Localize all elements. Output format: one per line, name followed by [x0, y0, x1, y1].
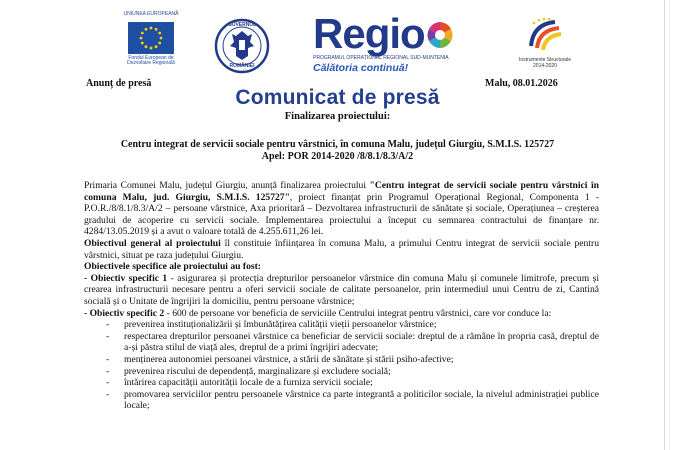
regio-wordmark: Regio: [313, 10, 425, 57]
eu-logo-title: UNIUNEA EUROPEANĂ: [123, 11, 179, 17]
is-logo-line2: 2014-2020: [533, 62, 557, 69]
subtitle: Finalizarea proiectului:: [284, 111, 391, 122]
regio-logo: [313, 10, 463, 76]
regio-wheel-icon: [425, 20, 455, 50]
press-release-body: [84, 180, 599, 412]
general-objective-text: îl constituie înființarea în comuna Malu, a primului Centru integrat de servicii sociale pentru vârstnici, situat pe raza județului Giurgiu.: [84, 237, 600, 261]
regio-tagline: Călătoria continuă!: [313, 62, 409, 74]
eu-logo: [120, 12, 182, 67]
benefits-list: [84, 319, 599, 412]
intro-paragraph: [84, 180, 599, 238]
eu-logo-sub1: Fondul European de: [128, 54, 174, 61]
structural-instruments-icon: [525, 16, 565, 54]
specific-objective-2-text: - 600 de persoane vor beneficia de serviciile Centrului integrat pentru vârstnici, care vor conduce la:: [164, 307, 552, 319]
government-logo: [212, 18, 272, 74]
list-item: - prevenirea riscului de dependență, marginalizare și excludere socială;: [106, 365, 391, 377]
project-title-line1: Centru integrat de servicii sociale pentru vârstnici, în comuna Malu, județul Giurgiu, S.M.I.S. 125727: [120, 139, 555, 150]
general-objective-label: Obiectivul general al proiectului: [84, 237, 221, 249]
list-item: - menținerea autonomiei persoanei vârstnice, a stării de sănătate și stării psiho-afective;: [106, 353, 454, 365]
intro-text-c: , proiect finanțat prin Programul Operațional Regional, Componenta 1 - P.O.R./8/8.1/8.3/A/2 – persoane vârstnice, Axa prioritară – Dezvoltarea infrastructurii de sănătate și sociale, Operațiunea – creșterea gradului de acoperire cu servicii sociale. Implementarea proiectului a început cu semnarea contractului de finanțare nr. 4284/13.05.2019 și a avut o valoare totală de 4.255.611,26 lei.: [84, 191, 599, 238]
page-title: Comunicat de presă: [235, 86, 440, 109]
project-call-line: Apel: POR 2014-2020 /8/8.1/8.3/A/2: [261, 151, 414, 162]
instrumente-structurale-logo: [505, 16, 585, 78]
regio-program-text: PROGRAMUL OPERAȚIONAL REGIONAL SUD-MUNTENIA: [313, 55, 449, 61]
release-date: Malu, 08.01.2026: [485, 78, 558, 89]
specific-objective-2-label: - Obiectiv specific 2: [84, 307, 165, 319]
eu-flag-icon: [128, 22, 174, 54]
list-item: - promovarea serviciilor pentru persoanele vârstnice ca parte integrantă a politicilor sociale, la nivelul administrației publice locale;: [106, 388, 599, 412]
intro-project-name: "Centru integrat de servicii sociale pentru vârstnici în comuna Malu, jud. Giurgiu, S.M.I.S. 125727": [84, 180, 599, 203]
gov-logo-top-text: GUVERNUL: [227, 22, 257, 28]
specific-objective-2: [84, 308, 599, 320]
list-item: - întărirea capacității autorității locale de a furniza servicii sociale;: [106, 377, 373, 389]
list-item: - respectarea drepturilor persoanei vârstnice ca beneficiar de servicii sociale: dreptul de a rămâne în propria casă, dreptul de a-și păstra stilul de viață ales, dreptul de a primi îngrijiri adecvate;: [106, 330, 599, 354]
logo-strip: [0, 6, 675, 76]
specific-objective-1: [84, 273, 599, 308]
is-logo-line1: Instrumente Structurale: [519, 57, 571, 63]
list-item: - prevenirea instituționalizării și îmbunătățirea calității vieții persoanelor vârstnice;: [106, 319, 437, 331]
press-announcement-label: Anunț de presă: [86, 78, 152, 89]
eu-logo-sub2: Dezvoltare Regională: [127, 60, 175, 66]
gov-logo-bottom-text: ROMÂNIEI: [229, 63, 255, 69]
general-objective: [84, 238, 599, 261]
specific-objective-1-label: - Obiectiv specific 1: [84, 272, 168, 284]
project-title: [0, 139, 675, 163]
specific-objectives-heading: Obiectivele specifice ale proiectului au fost:: [84, 261, 262, 273]
specific-objective-1-text: - asigurarea și protecția drepturilor persoanelor vârstnice din comuna Malu și comunele limitrofe, precum și crearea infrastructurii necesare pentru a oferi servicii sociale de calitate persoanelor, prin intermediul unui Centru de zi, Cantină socială și o Unitate de îngrijiri la domiciliu, pentru persoane vârstnice;: [84, 272, 599, 307]
intro-text-a: Primaria Comunei Malu, județul Giurgiu, anunță finalizarea proiectului: [84, 180, 370, 191]
